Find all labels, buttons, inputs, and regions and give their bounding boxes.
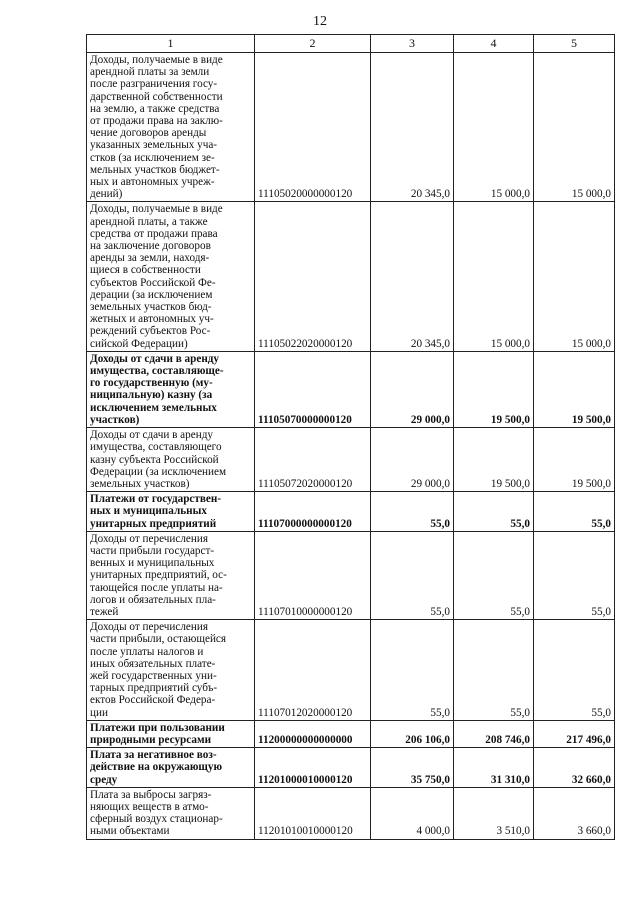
row-code: 11107000000000120 bbox=[255, 492, 371, 532]
row-code: 11105070000000120 bbox=[255, 351, 371, 427]
row-value-col3: 29 000,0 bbox=[371, 351, 454, 427]
row-value-col4: 55,0 bbox=[454, 620, 534, 721]
row-value-col5: 15 000,0 bbox=[534, 202, 615, 351]
row-value-col3: 29 000,0 bbox=[371, 428, 454, 492]
row-value-col3: 206 106,0 bbox=[371, 720, 454, 747]
row-value-col4: 55,0 bbox=[454, 531, 534, 619]
row-value-col4: 19 500,0 bbox=[454, 428, 534, 492]
row-value-col4: 15 000,0 bbox=[454, 53, 534, 202]
row-value-col4: 55,0 bbox=[454, 492, 534, 532]
row-value-col3: 55,0 bbox=[371, 531, 454, 619]
row-value-col5: 19 500,0 bbox=[534, 428, 615, 492]
row-value-col3: 4 000,0 bbox=[371, 787, 454, 839]
row-description: Доходы от перечисления части прибыли, остающейся после уплаты налогов и иных обязательных плате- жей государственных уни- тарных предприятий субъ- ектов Российской Федера- ции bbox=[87, 620, 255, 721]
table-row bbox=[87, 748, 615, 788]
row-description: Доходы, получаемые в виде арендной платы, а также средства от продажи права на заключение договоров аренды за земли, находя- щиеся в собственности субъектов Российской Фе- дерации (за исключением земельных участков бюд- жетных и автономных уч- реждений субъектов Рос- сийской Федерации) bbox=[87, 202, 255, 351]
row-value-col4: 19 500,0 bbox=[454, 351, 534, 427]
table-row bbox=[87, 720, 615, 747]
row-description: Платежи при пользовании природными ресурсами bbox=[87, 720, 255, 747]
column-header-3: 3 bbox=[371, 35, 454, 53]
row-value-col5: 32 660,0 bbox=[534, 748, 615, 788]
table-row bbox=[87, 531, 615, 619]
row-value-col5: 3 660,0 bbox=[534, 787, 615, 839]
row-value-col4: 208 746,0 bbox=[454, 720, 534, 747]
row-value-col3: 55,0 bbox=[371, 492, 454, 532]
page-number: 12 bbox=[313, 14, 327, 29]
revenue-table bbox=[86, 34, 615, 840]
row-description: Доходы, получаемые в виде арендной платы за земли после разграничения госу- дарственной собственности на землю, а также средства от продажи права на заклю- чение договоров аренды указанных земельных уча- стков (за исключением зе- мельных участков бюджет- ных и автономных учреж- дений) bbox=[87, 53, 255, 202]
row-value-col3: 20 345,0 bbox=[371, 53, 454, 202]
row-description: Плата за негативное воз- действие на окружающую среду bbox=[87, 748, 255, 788]
row-code: 11105020000000120 bbox=[255, 53, 371, 202]
row-value-col5: 55,0 bbox=[534, 492, 615, 532]
row-value-col5: 55,0 bbox=[534, 531, 615, 619]
header-row bbox=[87, 35, 615, 53]
row-value-col3: 55,0 bbox=[371, 620, 454, 721]
row-value-col4: 3 510,0 bbox=[454, 787, 534, 839]
table-row bbox=[87, 620, 615, 721]
row-value-col5: 19 500,0 bbox=[534, 351, 615, 427]
row-value-col4: 15 000,0 bbox=[454, 202, 534, 351]
row-code: 11105022020000120 bbox=[255, 202, 371, 351]
row-value-col5: 217 496,0 bbox=[534, 720, 615, 747]
row-value-col4: 31 310,0 bbox=[454, 748, 534, 788]
row-code: 11107010000000120 bbox=[255, 531, 371, 619]
row-code: 11200000000000000 bbox=[255, 720, 371, 747]
row-description: Доходы от перечисления части прибыли государст- венных и муниципальных унитарных предприятий, ос- тающейся после уплаты на- логов и обязательных пла- тежей bbox=[87, 531, 255, 619]
row-value-col5: 55,0 bbox=[534, 620, 615, 721]
row-value-col5: 15 000,0 bbox=[534, 53, 615, 202]
column-header-5: 5 bbox=[534, 35, 615, 53]
column-header-1: 1 bbox=[87, 35, 255, 53]
row-description: Платежи от государствен- ных и муниципальных унитарных предприятий bbox=[87, 492, 255, 532]
row-value-col3: 35 750,0 bbox=[371, 748, 454, 788]
row-description: Доходы от сдачи в аренду имущества, составляющего казну субъекта Российской Федерации (за исключением земельных участков) bbox=[87, 428, 255, 492]
row-code: 11105072020000120 bbox=[255, 428, 371, 492]
table-row bbox=[87, 492, 615, 532]
row-description: Доходы от сдачи в аренду имущества, составляюще- го государственную (му- ниципальную) казну (за исключением земельных участков) bbox=[87, 351, 255, 427]
table-row bbox=[87, 787, 615, 839]
table-row bbox=[87, 53, 615, 202]
row-value-col3: 20 345,0 bbox=[371, 202, 454, 351]
column-header-4: 4 bbox=[454, 35, 534, 53]
row-code: 11201000010000120 bbox=[255, 748, 371, 788]
row-code: 11201010010000120 bbox=[255, 787, 371, 839]
table-row bbox=[87, 202, 615, 351]
table-row bbox=[87, 351, 615, 427]
row-description: Плата за выбросы загряз- няющих веществ в атмо- сферный воздух стационар- ными объектами bbox=[87, 787, 255, 839]
column-header-2: 2 bbox=[255, 35, 371, 53]
row-code: 11107012020000120 bbox=[255, 620, 371, 721]
table-row bbox=[87, 428, 615, 492]
